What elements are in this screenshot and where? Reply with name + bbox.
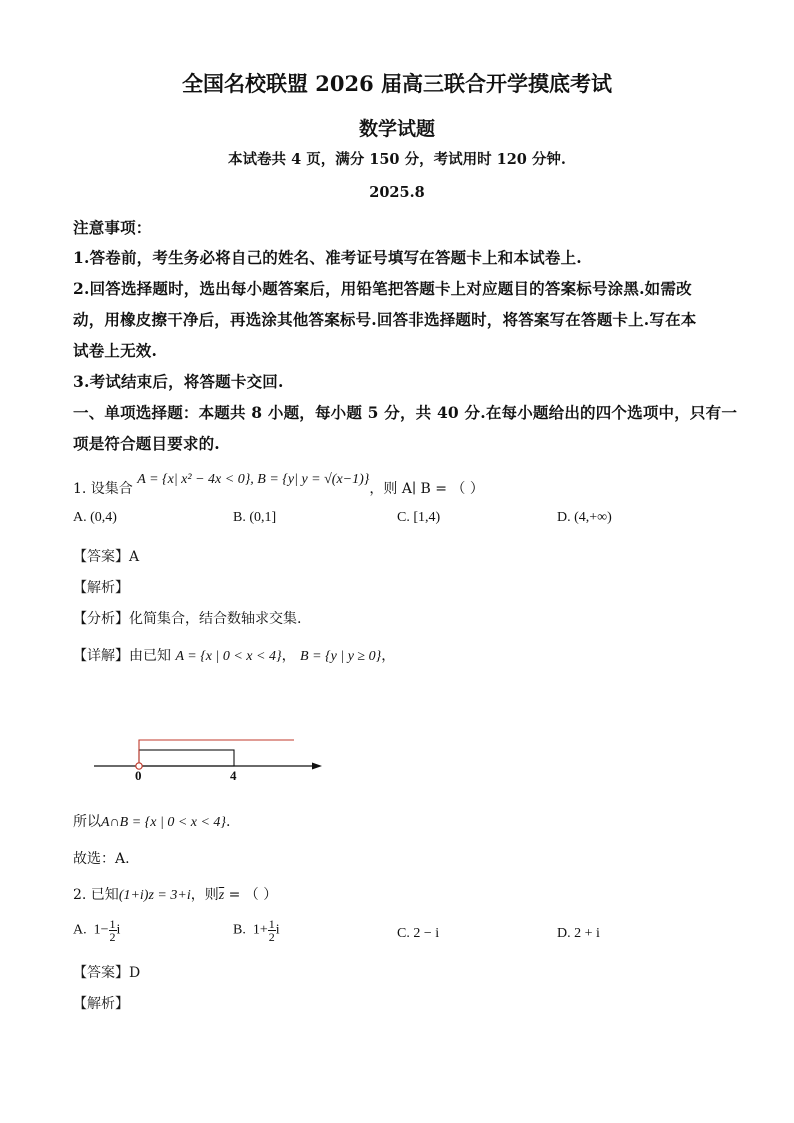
q2-option-d: D. 2 + i bbox=[557, 926, 600, 941]
set-a-bracket bbox=[139, 750, 234, 766]
notice-item-3: 3.考试结束后，将答题卡交回. bbox=[73, 372, 284, 391]
q2-option-a-num: 1 bbox=[109, 917, 116, 931]
q2-equation: (1+i)z = 3+i bbox=[118, 888, 191, 903]
q1-stem bbox=[73, 472, 484, 498]
q1-set-b: , B = {y| y = √(x−1)} bbox=[250, 472, 370, 487]
q1-option-b: B. (0,1] bbox=[233, 510, 277, 525]
q2-option-a bbox=[73, 918, 120, 943]
q1-option-c: C. [1,4) bbox=[397, 510, 441, 525]
axis-label-4: 4 bbox=[230, 768, 237, 783]
q1-conclusion-pre: 所以 bbox=[73, 814, 101, 830]
q2-option-b-num: 1 bbox=[268, 917, 275, 931]
q2-option-b-frac bbox=[268, 918, 276, 943]
number-line-figure bbox=[90, 730, 330, 786]
q1-detail-set-a: A = {x | 0 < x < 4} bbox=[175, 649, 282, 664]
q1-set-a: A = {x| x² − 4x < 0} bbox=[137, 472, 251, 487]
q1-prefix: 1. 设集合 bbox=[73, 481, 133, 497]
q1-choose: 故选：A. bbox=[73, 851, 130, 867]
notice-heading: 注意事项： bbox=[73, 218, 152, 237]
q2-tail2: = （ ） bbox=[224, 887, 278, 903]
q2-answer: 【答案】D bbox=[73, 965, 141, 981]
q2-option-b-label: B. bbox=[233, 922, 246, 938]
notice-item-2-line-1: 2.回答选择题时，选出每小题答案后，用铅笔把答题卡上对应题目的答案标号涂黑.如需改 bbox=[73, 279, 692, 298]
q1-option-d: D. (4,+∞) bbox=[557, 510, 612, 525]
q1-detail bbox=[73, 645, 395, 665]
q2-option-c: C. 2 − i bbox=[397, 926, 440, 941]
q2-stem bbox=[73, 884, 277, 904]
q1-detail-end: ， bbox=[381, 648, 396, 664]
q1-fenxi: 【分析】化简集合，结合数轴求交集. bbox=[73, 611, 302, 627]
axis-label-0: 0 bbox=[135, 768, 142, 783]
section-heading-line-2: 项是符合题目要求的. bbox=[73, 434, 220, 453]
q2-option-a-post: i bbox=[116, 922, 121, 938]
q2-option-a-den: 2 bbox=[109, 930, 116, 944]
exam-date: 2025.8 bbox=[369, 184, 425, 201]
exam-info: 本试卷共 4 页，满分 150 分，考试用时 120 分钟. bbox=[228, 151, 566, 168]
q2-prefix: 2. 已知 bbox=[73, 887, 119, 903]
axis-arrow-icon bbox=[312, 763, 322, 770]
q1-detail-sep: ， bbox=[281, 648, 296, 664]
section-heading-line-1: 一、单项选择题：本题共 8 小题，每小题 5 分，共 40 分.在每小题给出的四个选项中，只有一 bbox=[73, 403, 738, 422]
q1-analysis-label: 【解析】 bbox=[73, 580, 129, 596]
q1-conclusion-end: . bbox=[226, 814, 231, 830]
q1-detail-set-b: B = {y | y ≥ 0} bbox=[300, 649, 382, 664]
q2-zbar: $\overline{z}$ bbox=[218, 888, 225, 903]
notice-item-2-line-3: 试卷上无效. bbox=[73, 341, 158, 360]
q1-conclusion-math: A∩B = {x | 0 < x < 4} bbox=[101, 815, 227, 830]
q2-option-a-frac bbox=[109, 918, 117, 943]
set-b-ray bbox=[139, 740, 294, 766]
notice-item-2-line-2: 动，用橡皮擦干净后，再选涂其他答案标号.回答非选择题时，将答案写在答题卡上.写在本 bbox=[73, 310, 697, 329]
q1-tail: ，则 A∣ B = （ ） bbox=[369, 481, 484, 497]
q2-option-b-pre: 1+ bbox=[252, 922, 268, 938]
exam-title: 全国名校联盟 2026 届高三联合开学摸底考试 bbox=[181, 71, 613, 96]
q2-option-a-pre: 1− bbox=[93, 922, 109, 938]
q2-tail: ，则 bbox=[190, 887, 219, 903]
q2-option-b-den: 2 bbox=[268, 930, 275, 944]
q2-analysis-label: 【解析】 bbox=[73, 996, 129, 1012]
q1-detail-label: 【详解】由已知 bbox=[73, 648, 171, 664]
q2-option-b-post: i bbox=[275, 922, 280, 938]
q1-answer: 【答案】A bbox=[73, 549, 140, 565]
q1-conclusion bbox=[73, 811, 230, 831]
notice-item-1: 1.答卷前，考生务必将自己的姓名、准考证号填写在答题卡上和本试卷上. bbox=[73, 248, 582, 267]
q2-option-a-label: A. bbox=[73, 922, 87, 938]
subject-title: 数学试题 bbox=[358, 118, 435, 140]
q2-option-b bbox=[233, 918, 280, 943]
q1-option-a: A. (0,4) bbox=[73, 510, 117, 525]
